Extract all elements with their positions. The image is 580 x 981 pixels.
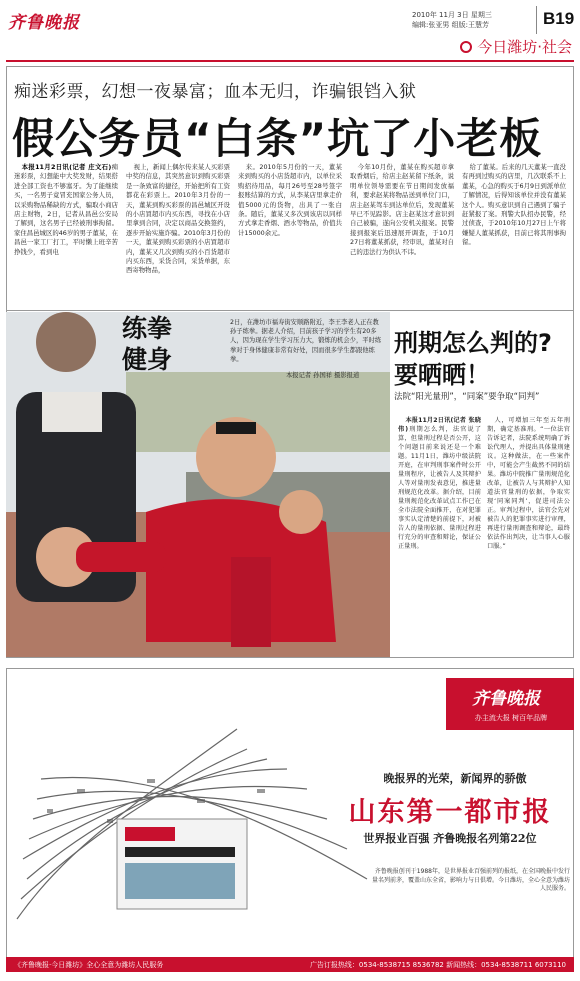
- photo-title: [122, 313, 202, 375]
- masthead-logo: 齐鲁晚报: [8, 13, 80, 33]
- ad-tagline: 晚报界的光荣，新闻界的骄傲: [383, 772, 527, 785]
- issue-date: 2010年 11月 3日 星期三: [412, 11, 492, 19]
- ad-footer: [6, 957, 574, 972]
- story1-col1-text: 痴迷彩票，幻想能中大奖发财，结果搭进全部工资也不够塞牙。为了能继续买，一名男子竟冒充国家公务人员，以采购物品稀缺的方式，骗取小商店店主财物，2日，记者从昌邑公安局了解到，这名男子已经被刑事拘留。家住昌邑城区的46岁的男子董某，在昌邑一家工厂打工，平时懒上班辛苦挣钱少，看到电: [14, 163, 118, 256]
- ad-subheadline: 世界报业百强 齐鲁晚报名列第22位: [363, 832, 537, 845]
- ad-logo: 齐鲁晚报: [472, 689, 540, 709]
- story2-col1: [398, 416, 481, 652]
- story1-subhead: 痴迷彩票，幻想一夜暴富；血本无归，诈骗银铛入狱: [14, 82, 417, 102]
- photo-title-line2: 健身: [122, 345, 173, 374]
- story2-subtitle: 法院“阳光量刑”，“同案”要争取“同判”: [394, 392, 540, 402]
- story2-body: [398, 416, 570, 652]
- story1-body: [14, 163, 566, 313]
- section-circle-icon: [460, 41, 472, 53]
- ad-footer-left: 《齐鲁晚报·今日潍坊》全心全意为潍坊人民服务: [14, 961, 164, 969]
- story1-col2: 视上，新闻上偶尔传来某人买彩票中奖的信息，其突然意识到购买彩票是一条致富的捷径，开始把所有工资都花在彩票上。2010年3月份的一天，董某到购买彩票的昌邑城区开设的小店買超市内买东西，寻找在小店里拿到合同，决定以商品交换签约，逐步开始实施诈骗。2010年3月份的一天，董某到购买彩票的小店買超市内，董某又几次到购买的小百货超市内买东西，采货合同，采货单据，东西寄物物品，: [126, 163, 230, 275]
- section-label: [400, 36, 572, 58]
- story2-lead: 本报11月2日讯(记者 张晓伟): [398, 417, 481, 433]
- story1-headline: 假公务员“白条”坑了小老板: [12, 114, 543, 163]
- editor-credits: 编辑:张亚男 组版:王慧芳: [412, 21, 489, 29]
- story1-col4: 今年10月份，董某在购买超市拿取香烟后，给店主赵某留下纸条，说明单位领导需要在节日期间发放福利，要求赵某将物品送到单位门口，店主赵某驾车到达单位后，发现董某早已不见踪影。店主赵某这才意识到自己被骗，遂向公安机关报案。民警接到报案后迅速展开调查，于10月27日将董某抓获，经审讯，董某对自己的违法行为供认不讳。: [350, 163, 454, 256]
- middle-rule: [6, 310, 574, 311]
- story2-headline-line2: 要晒晒！: [394, 361, 490, 389]
- ad-slogan: 办主流大报 树百年品牌: [474, 714, 548, 722]
- story2-col1-text: 刑期怎么判，法官说了算，但量刑过程是否公开，这个问题目前来说还是一个难题。11月1日，潍坊中级法院开庭，在审判刑事案件时公开量刑程序，让被告人及其辩护人等对量刑发表意见，推进量刑规范化改革。据介绍，目前量刑规范化改革试点工作已在全市法院全面推开，在对犯罪事实认定清楚的前提下，对被告人的量刑依据、量刑过程进行充分的审查和辩论，保证公正量刑。: [398, 426, 481, 550]
- story1-col3: 来。2010年5月份的一天，董某来到购买的小店货超市内，以单位采购招待用品，每月26号至28号签字报账结算的方式，从李某店里拿走价值5000元的货物，出具了一张白条。随后，董某又多次到该店以同样方式拿走香烟、酒水等物品，价值共计15000余元。: [238, 163, 342, 237]
- photo-caption: 2日，在潍坊市福寿街安顺路附近，李王李老人正在教孙子练拳。据老人介绍，目前孩子学习的学生有20多人，因为现在学生学习压力大，锻炼的机会少，平时练拳对于身体健康非常有好处，因而很多学生都跟他练拳。: [230, 319, 382, 363]
- top-rule: [6, 60, 574, 62]
- ad-headline: 山东第一都市报: [348, 797, 552, 828]
- ad-footer-right: 广告订报热线：0534-8538715 8536782 新闻热线：0534-8538711 6073110: [309, 961, 566, 969]
- page-number: B19: [536, 6, 576, 34]
- story1-col1: [14, 163, 118, 313]
- photo-credit: 本报记者 孙国祥 摄影报道: [286, 372, 360, 379]
- story1-lead: 本报11月2日讯(记者 庄文石): [21, 163, 112, 171]
- story2-headline-line1: 刑期怎么判的?: [394, 329, 552, 357]
- ad-body: 齐鲁晚报创刊于1988年，是世界报业百强前列的报纸，在全国晚报中发行量名列前茅，覆盖山东全省，影响力与日俱增。今日潍坊，全心全意为潍坊人民服务。: [372, 868, 571, 893]
- section-label-text: 今日潍坊·社会: [477, 38, 572, 56]
- story1-col5: 给了董某。后来的几天董某一直没有再到过购买的店里，几次联系不上董某，心急的购买于6月9日到派单位了解情况，后得知该单位并没有董某这个人。购买意识到自己遇到了骗子赶紧报了案。刑警大队招办民警，经过侦查，于2010年10月27日上午将嫌疑人董某抓获，目前已将其刑事拘留。: [462, 163, 566, 247]
- story2-col2: 人，可增加三年至五年刑期，确定基准刑。“一位法官告诉记者，法院系统明确了诉讼代理人，并提出具体量刑建议。这种做法，在一些案件中，可能会产生截然不同的结果。潍坊中院推广量刑规范化改革，让被告人与其辩护人知道法官量刑的依据，争取实现‘同案同判’，促进司法公正。审判过程中，法官会先对被告人的犯罪事实进行审理，再进行量刑调查和辩论，最终依法作出判决，让当事人心服口服。”: [487, 417, 570, 550]
- masthead-meta: [412, 10, 534, 30]
- photo-title-line1: 练拳: [122, 314, 173, 343]
